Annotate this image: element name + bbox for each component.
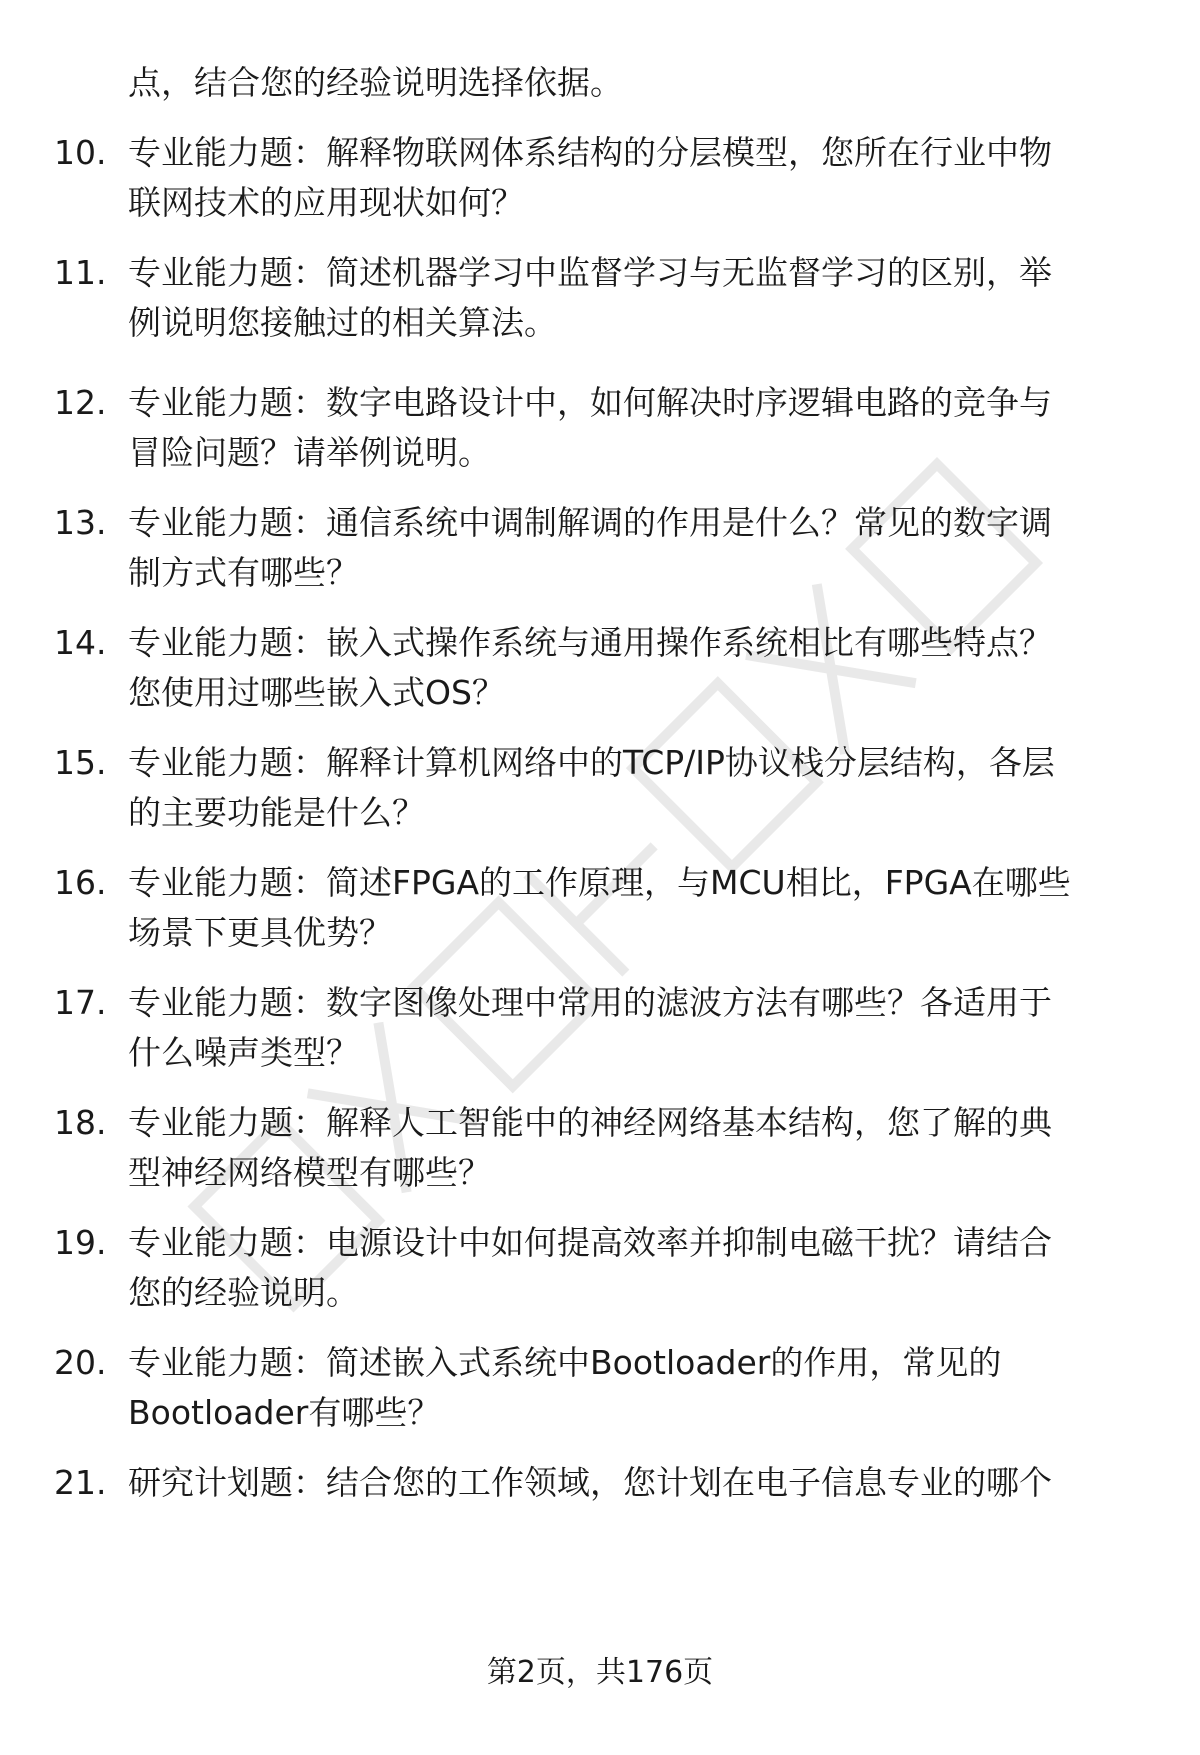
- item-number: 10.: [54, 133, 107, 172]
- item-text: 专业能力题：通信系统中调制解调的作用是什么？常见的数字调 制方式有哪些？: [128, 503, 1052, 592]
- item-number: 21.: [54, 1463, 107, 1502]
- item-text: 专业能力题：数字图像处理中常用的滤波方法有哪些？各适用于 什么噪声类型？: [128, 983, 1052, 1072]
- item-number: 11.: [54, 253, 107, 292]
- item-number: 15.: [54, 743, 107, 782]
- item-number: 18.: [54, 1103, 107, 1142]
- item-number: 16.: [54, 863, 107, 902]
- item-number: 13.: [54, 503, 107, 542]
- item-number: 14.: [54, 623, 107, 662]
- item-text: 专业能力题：解释物联网体系结构的分层模型，您所在行业中物 联网技术的应用现状如何？: [128, 133, 1052, 222]
- continuation-line: 点，结合您的经验说明选择依据。: [128, 63, 623, 102]
- item-text: 专业能力题：数字电路设计中，如何解决时序逻辑电路的竞争与 冒险问题？请举例说明。: [128, 383, 1052, 472]
- item-text: 专业能力题：嵌入式操作系统与通用操作系统相比有哪些特点？ 您使用过哪些嵌入式OS？: [128, 623, 1052, 712]
- item-text: 专业能力题：电源设计中如何提高效率并抑制电磁干扰？请结合 您的经验说明。: [128, 1223, 1052, 1312]
- item-text: 专业能力题：简述机器学习中监督学习与无监督学习的区别，举 例说明您接触过的相关算法。: [128, 253, 1052, 342]
- item-number: 19.: [54, 1223, 107, 1262]
- item-number: 20.: [54, 1343, 107, 1382]
- item-text: 专业能力题：解释人工智能中的神经网络基本结构，您了解的典 型神经网络模型有哪些？: [128, 1103, 1052, 1192]
- item-number: 12.: [54, 383, 107, 422]
- item-text: 研究计划题：结合您的工作领域，您计划在电子信息专业的哪个: [128, 1463, 1052, 1502]
- item-text: 专业能力题：简述嵌入式系统中Bootloader的作用，常见的 Bootloader有哪些？: [128, 1343, 1002, 1432]
- item-number: 17.: [54, 983, 107, 1022]
- item-text: 专业能力题：解释计算机网络中的TCP/IP协议栈分层结构，各层 的主要功能是什么？: [128, 743, 1055, 832]
- page-footer: 第2页，共176页: [486, 1655, 714, 1690]
- item-text: 专业能力题：简述FPGA的工作原理，与MCU相比，FPGA在哪些 场景下更具优势？: [128, 863, 1071, 952]
